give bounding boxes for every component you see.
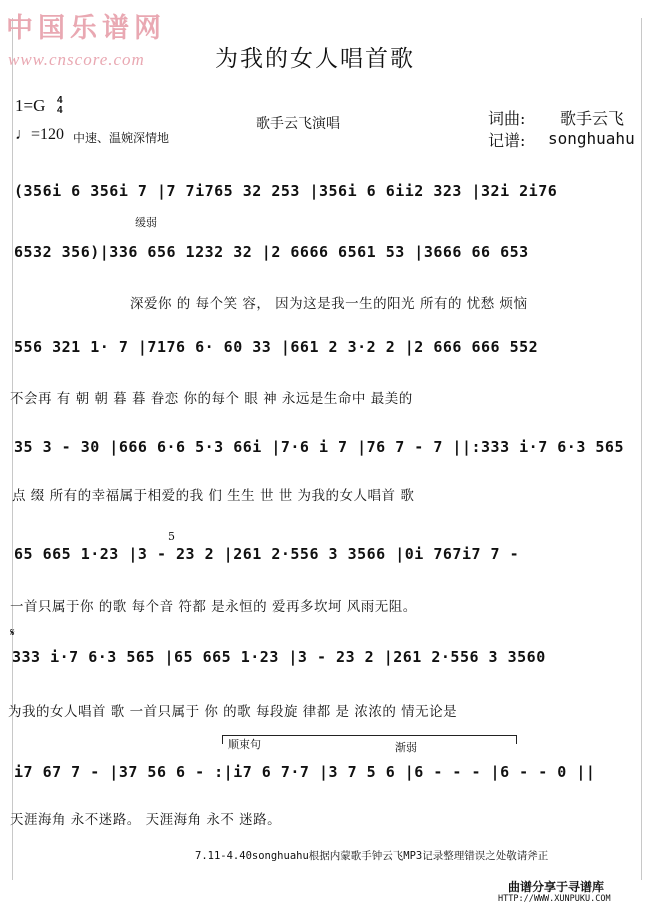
system-5-mark-ending: 5 [168,530,175,543]
key-signature: 1=G [15,96,46,115]
system-7-bracket-right [516,735,517,744]
system-1-notes: (356i 6 356i 7 |7 7i765 32 253 |356i 6 6ii2 323 |32i 2i76 [14,182,558,200]
song-title: 为我的女人唱首歌 [215,46,415,72]
system-7-bracket-left [222,735,223,744]
time-signature-bottom: 4 [57,105,63,116]
system-7-mark-dynamic: 渐弱 [395,741,417,754]
system-6-mark-segno: 𝄋 [10,626,15,639]
watermark-site-url: www.cnscore.com [8,50,145,69]
time-signature [57,96,63,116]
system-7-notes: i7 67 7 - |37 56 6 - :|i7 6 7·7 |3 7 5 6 |6 - - - |6 - - 0 || [14,763,596,781]
system-2-lyrics: 深爱你 的 每个笑 容， 因为这是我一生的阳光 所有的 忧愁 烦恼 [130,296,528,312]
system-7-mark-phrase: 顺束句 [228,738,261,751]
system-2-notes: 6532 356)|336 656 1232 32 |2 6666 6561 53 |3666 66 653 [14,243,529,261]
tempo-description: 中速、温婉深情地 [73,131,170,145]
system-3-notes: 556 321 1· 7 |7176 6· 60 33 |661 2 3·2 2 |2 666 666 552 [14,338,539,356]
score-value: songhuahu [548,129,635,148]
watermark-site-cn: 中国乐谱网 [6,13,166,44]
system-5-lyrics: 一首只属于你 的歌 每个音 符都 是永恒的 爱再多坎坷 风雨无阻。 [10,599,417,615]
system-7-bracket-line [222,735,517,736]
system-3-lyrics: 不会再 有 朝 朝 暮 暮 眷恋 你的每个 眼 神 永远是生命中 最美的 [10,391,413,407]
site-logo-url: HTTP://WWW.XUNPUKU.COM [498,894,611,904]
time-signature-top: 4 [57,95,63,106]
system-6-lyrics: 为我的女人唱首 歌 一首只属于 你 的歌 每段旋 律都 是 浓浓的 情无论是 [8,704,458,720]
lyrics-value: 歌手云飞 [560,109,625,128]
singer-credit: 歌手云飞演唱 [256,116,340,132]
system-7-lyrics: 天涯海角 永不迷路。 天涯海角 永不 迷路。 [10,812,282,828]
system-4-lyrics: 点 缀 所有的幸福属于相爱的我 们 生生 世 世 为我的女人唱首 歌 [12,488,415,504]
system-5-notes: 65 665 1·23 |3 - 23 2 |261 2·556 3 3566 |0i 767i7 7 - [14,545,520,563]
score-label: 记谱: [488,131,526,150]
system-6-notes: 333 i·7 6·3 565 |65 665 1·23 |3 - 23 2 |261 2·556 3 3560 [12,648,546,666]
system-2-mark-dynamic: 缓弱 [135,216,157,229]
transcription-note: 7.11-4.40songhuahu根据内蒙歌手钟云飞MP3记录整理错误之处敬请斧正 [195,850,549,862]
lyrics-label: 词曲: [488,109,526,128]
tempo-marking: ♩=120 [15,126,65,143]
system-4-notes: 35 3 - 30 |666 6·6 5·3 66i |7·6 i 7 |76 7 - 7 ||:333 i·7 6·3 565 [14,438,624,456]
site-logo: 曲谱分享于寻谱库 [508,880,605,894]
